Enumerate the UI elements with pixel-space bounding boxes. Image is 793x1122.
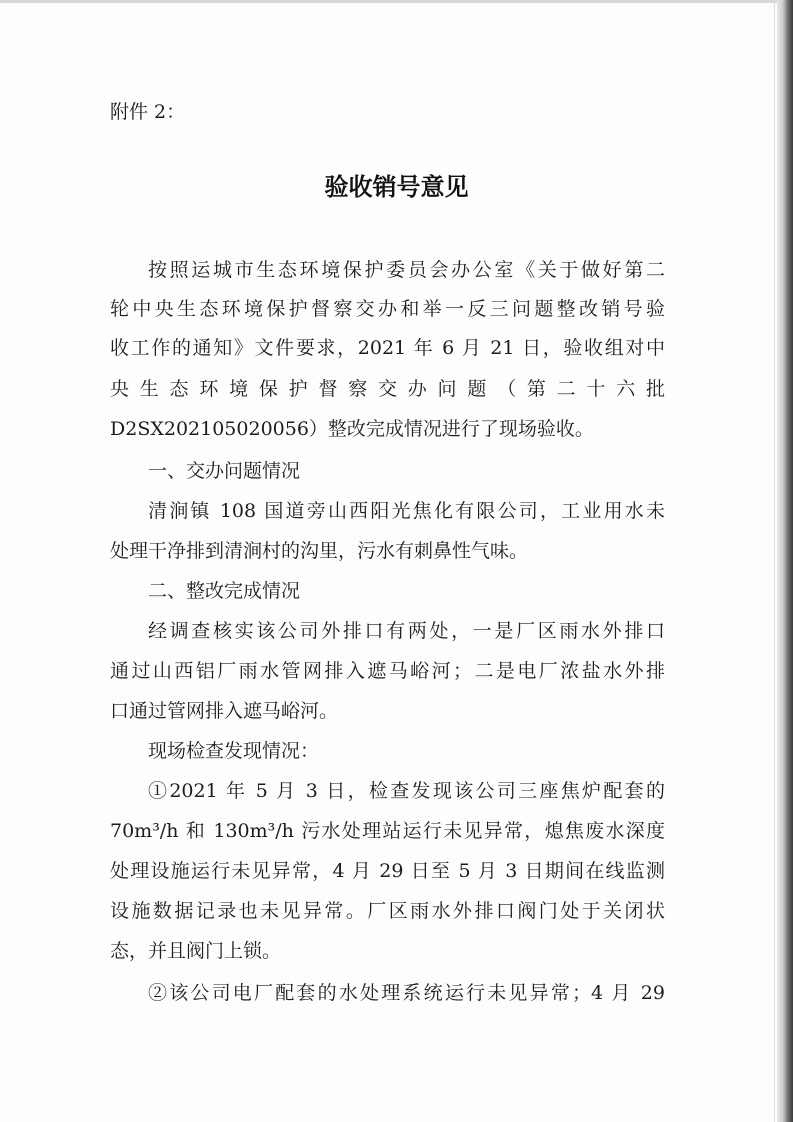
finding1-line-3: 处理设施运行未见异常，4 月 29 日至 5 月 3 日期间在线监测 [110,860,665,882]
intro-line-1: 按照运城市生态环境保护委员会办公室《关于做好第二 [148,259,665,281]
attachment-label: 附件 2： [110,101,186,123]
finding1-line-2: 70m³/h 和 130m³/h 污水处理站运行未见异常，熄焦废水深度 [110,820,665,842]
finding1-line-4: 设施数据记录也未见异常。厂区雨水外排口阀门处于关闭状 [110,900,665,922]
section2-line-1: 经调查核实该公司外排口有两处，一是厂区雨水外排口 [148,620,665,642]
intro-line-5: D2SX202105020056）整改完成情况进行了现场验收。 [110,418,594,440]
scan-fold-line [774,0,775,1122]
scan-top-edge [0,0,793,3]
section2-heading: 二、整改完成情况 [148,580,301,602]
section2-line-3: 口通过管网排入遮马峪河。 [110,700,339,722]
section1-line-2: 处理干净排到清涧村的沟里，污水有刺鼻性气味。 [110,540,529,562]
section1-line-1: 清涧镇 108 国道旁山西阳光焦化有限公司，工业用水未 [148,500,665,522]
page-title: 验收销号意见 [324,173,469,201]
finding2-line-1: ②该公司电厂配套的水处理系统运行未见异常；4 月 29 [148,982,665,1004]
section2-line-2: 通过山西铝厂雨水管网排入遮马峪河；二是电厂浓盐水外排 [110,660,665,682]
finding1-line-1: ①2021 年 5 月 3 日，检查发现该公司三座焦炉配套的 [148,780,665,802]
intro-line-2: 轮中央生态环境保护督察交办和举一反三问题整改销号验 [110,298,665,320]
intro-line-4: 央生态环境保护督察交办问题（第二十六批 [110,378,665,400]
finding1-line-5: 态，并且阀门上锁。 [110,940,282,962]
section1-heading: 一、交办问题情况 [148,460,301,482]
intro-line-3: 收工作的通知》文件要求，2021 年 6 月 21 日，验收组对中 [110,337,665,359]
scan-binding-edge [777,0,793,1122]
findings-label: 现场检查发现情况： [148,740,320,762]
